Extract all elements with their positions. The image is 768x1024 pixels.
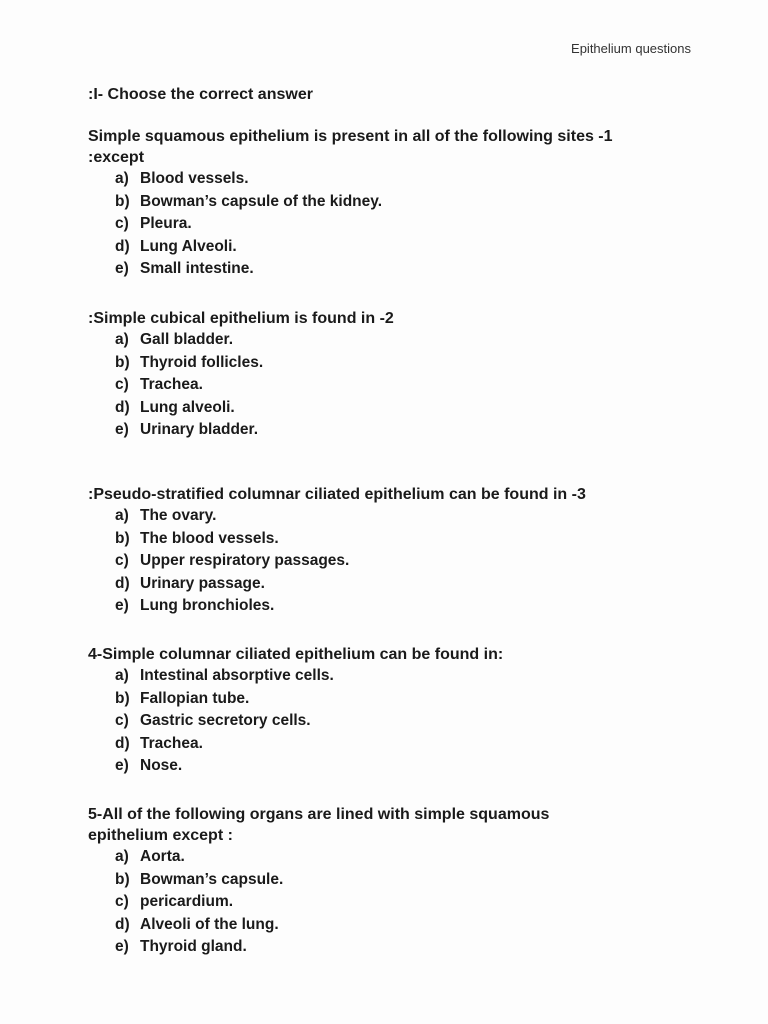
page-header: Epithelium questions xyxy=(571,41,691,56)
option-e xyxy=(88,755,503,778)
option-a xyxy=(88,505,586,528)
option-text: Fallopian tube. xyxy=(140,689,250,707)
option-b xyxy=(88,688,503,711)
option-c xyxy=(88,710,503,733)
option-text: Blood vessels. xyxy=(140,170,249,187)
option-letter: a) xyxy=(115,331,129,348)
option-text: Trachea. xyxy=(140,734,203,752)
option-c xyxy=(88,374,394,397)
option-text: Thyroid gland. xyxy=(140,938,247,955)
option-letter: e) xyxy=(115,597,129,614)
option-letter: a) xyxy=(115,170,129,187)
option-text: Alveoli of the lung. xyxy=(140,915,279,933)
option-letter: a) xyxy=(115,667,129,684)
option-letter: e) xyxy=(115,757,129,774)
option-text: Lung bronchioles. xyxy=(140,597,275,614)
question-text: :Simple cubical epithelium is found in -2 xyxy=(88,310,394,327)
option-d xyxy=(88,236,613,259)
option-text: Bowman’s capsule of the kidney. xyxy=(140,192,383,210)
option-a xyxy=(88,665,503,688)
question-3 xyxy=(88,484,586,618)
question-4 xyxy=(88,644,503,778)
option-d xyxy=(88,733,503,756)
option-text: Trachea. xyxy=(140,376,203,393)
question-5 xyxy=(88,804,549,959)
question-text: Simple squamous epithelium is present in all of the following sites -1 :except xyxy=(88,128,613,166)
option-letter: c) xyxy=(115,893,129,910)
option-letter: e) xyxy=(115,938,129,955)
option-a xyxy=(88,846,549,869)
options-list xyxy=(88,505,586,618)
question-text: :Pseudo-stratified columnar ciliated epithelium can be found in -3 xyxy=(88,486,586,503)
option-letter: d) xyxy=(115,915,130,933)
option-d xyxy=(88,914,549,937)
option-text: The blood vessels. xyxy=(140,529,279,547)
option-letter: e) xyxy=(115,421,129,438)
options-list xyxy=(88,168,613,281)
option-c xyxy=(88,213,613,236)
options-list xyxy=(88,846,549,959)
question-text: 5-All of the following organs are lined with simple squamous epithelium except : xyxy=(88,806,550,844)
option-text: Nose. xyxy=(140,757,183,774)
option-text: Thyroid follicles. xyxy=(140,353,264,371)
option-letter: b) xyxy=(115,689,130,707)
option-letter: b) xyxy=(115,529,130,547)
option-text: Gall bladder. xyxy=(140,331,234,348)
option-e xyxy=(88,419,394,442)
option-text: Small intestine. xyxy=(140,260,254,277)
option-letter: a) xyxy=(115,848,129,865)
option-a xyxy=(88,329,394,352)
option-letter: d) xyxy=(115,734,130,752)
option-text: Pleura. xyxy=(140,215,192,232)
option-text: Aorta. xyxy=(140,848,185,865)
option-d xyxy=(88,397,394,420)
option-c xyxy=(88,891,549,914)
option-text: Lung alveoli. xyxy=(140,398,235,416)
option-b xyxy=(88,352,394,375)
option-text: Intestinal absorptive cells. xyxy=(140,667,334,684)
option-text: Upper respiratory passages. xyxy=(140,552,350,569)
option-letter: e) xyxy=(115,260,129,277)
option-b xyxy=(88,528,586,551)
option-letter: c) xyxy=(115,376,129,393)
option-text: Gastric secretory cells. xyxy=(140,712,311,729)
option-text: Urinary bladder. xyxy=(140,421,259,438)
option-e xyxy=(88,936,549,959)
option-letter: c) xyxy=(115,552,129,569)
option-b xyxy=(88,869,549,892)
question-text: 4-Simple columnar ciliated epithelium can be found in: xyxy=(88,646,504,663)
option-e xyxy=(88,258,613,281)
question-2 xyxy=(88,308,394,442)
option-letter: d) xyxy=(115,398,130,416)
option-letter: d) xyxy=(115,237,130,255)
option-text: pericardium. xyxy=(140,893,234,910)
option-e xyxy=(88,595,586,618)
option-c xyxy=(88,550,586,573)
option-letter: c) xyxy=(115,712,129,729)
option-text: Urinary passage. xyxy=(140,574,265,592)
options-list xyxy=(88,329,394,442)
option-letter: d) xyxy=(115,574,130,592)
option-letter: b) xyxy=(115,192,130,210)
option-a xyxy=(88,168,613,191)
section-title: :I- Choose the correct answer xyxy=(88,86,313,103)
option-letter: b) xyxy=(115,353,130,371)
option-d xyxy=(88,573,586,596)
option-text: The ovary. xyxy=(140,507,217,524)
options-list xyxy=(88,665,503,778)
option-text: Bowman’s capsule. xyxy=(140,870,284,888)
option-letter: b) xyxy=(115,870,130,888)
option-b xyxy=(88,191,613,214)
option-letter: a) xyxy=(115,507,129,524)
option-text: Lung Alveoli. xyxy=(140,237,237,255)
question-1 xyxy=(88,126,613,281)
option-letter: c) xyxy=(115,215,129,232)
